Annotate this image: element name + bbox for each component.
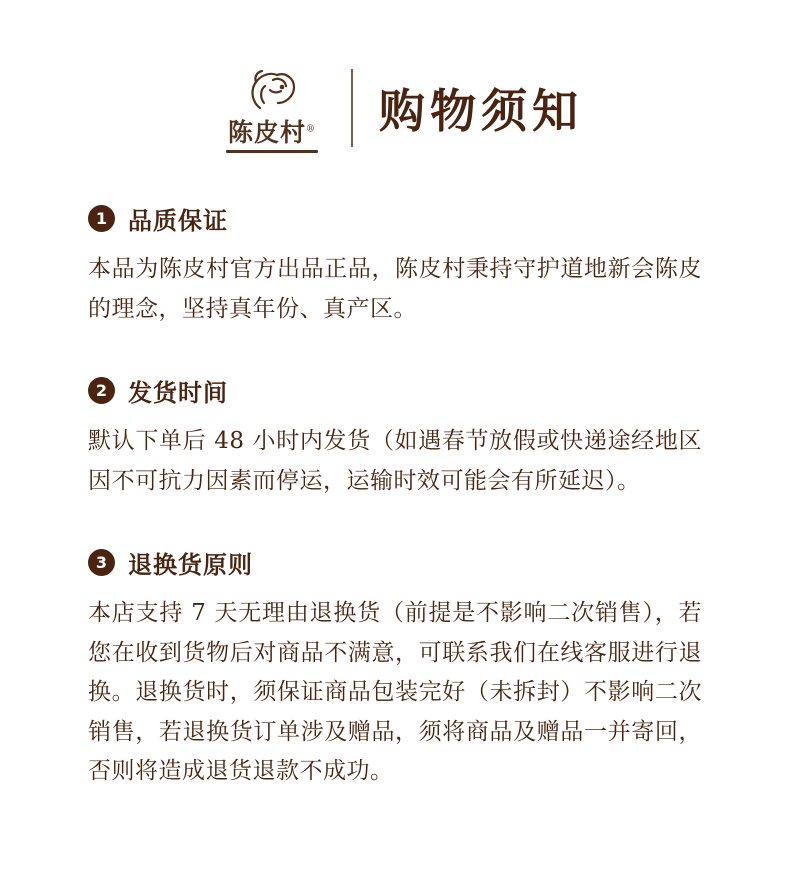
section-header (88, 545, 702, 580)
header-divider (351, 69, 353, 147)
section-number-badge: 2 (88, 377, 115, 404)
logo-underline (226, 150, 318, 153)
brand-name (228, 120, 316, 145)
tangerine-peel-logo-icon (240, 62, 304, 118)
section-body: 默认下单后 48 小时内发货（如遇春节放假或快递途经地区因不可抗力因素而停运，运输时效可能会有所延迟）。 (88, 428, 702, 494)
section-title: 品质保证 (128, 206, 228, 235)
section-body: 本店支持 7 天无理由退换货（前提是不影响二次销售），若您在收到货物后对商品不满意，可联系我们在线客服进行退换。退换货时，须保证商品包装完好（未拆封）不影响二次销售，若退换货订单涉及赠品，须将商品及赠品一并寄回，否则将造成退货退款不成功。 (88, 600, 702, 785)
section-title: 发货时间 (128, 378, 228, 408)
brand-name-text: 陈皮村 (227, 118, 306, 147)
notice-section-return-policy (88, 545, 702, 792)
registered-mark: ® (306, 124, 316, 135)
section-header (88, 201, 702, 236)
notice-section-shipping-time (88, 373, 702, 501)
section-number-badge: 3 (88, 549, 115, 576)
section-title: 退换货原则 (128, 550, 253, 580)
notice-sections (0, 163, 790, 792)
section-number-badge: 1 (88, 205, 115, 232)
page-title: 购物须知 (379, 83, 583, 138)
brand-logo (207, 62, 337, 153)
section-header (88, 373, 702, 408)
section-body: 本品为陈皮村官方出品正品，陈皮村秉持守护道地新会陈皮的理念，坚持真年份、真产区。 (88, 256, 702, 322)
notice-section-quality (88, 201, 702, 329)
page-header (0, 0, 790, 163)
